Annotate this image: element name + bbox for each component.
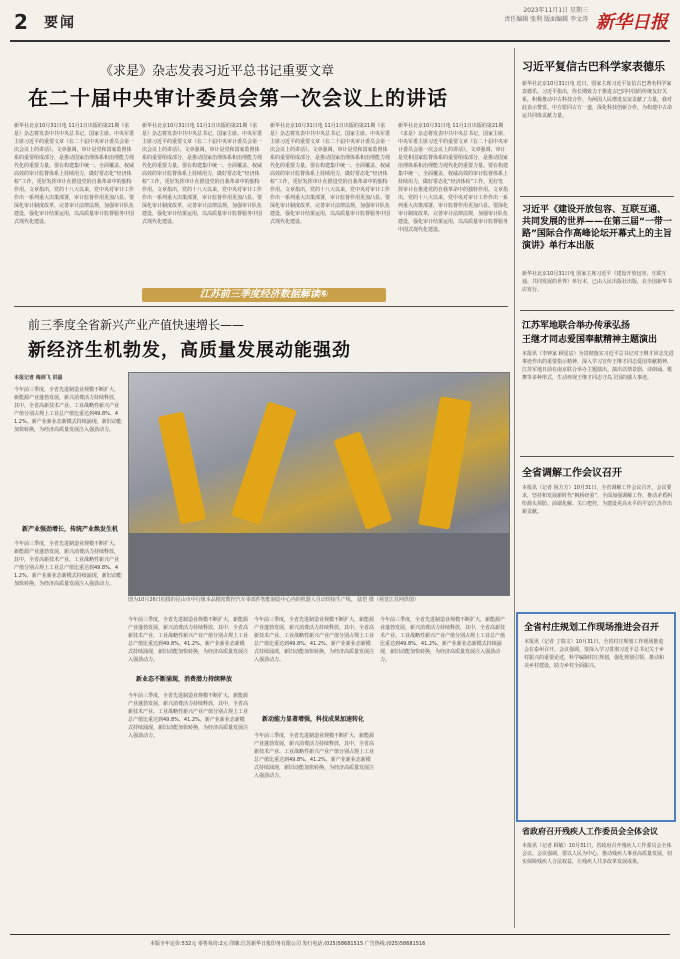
factory-robots-photo — [128, 372, 510, 596]
right-third-body: 本报讯（李钟家 顾星辰）为贯彻落实习近平总书记对王继才同志先进事迹作出的重要指示精神，深入学习宣传王继才同志爱国奉献精神，江苏军地日前在南京联合举办主题演出。演出以情景剧、诗朗诵、歌舞等多种形式，生动再现王继才同志守岛卫国的感人事迹。 — [522, 351, 674, 381]
main-body-col3: 新华社北京10月31日电 11月1日出版的第21期《求是》杂志将发表中共中央总书记、国家主席、中央军委主席习近平的重要文章《在二十届中央审计委员会第一次会议上的讲话》。文章强调，审计是党和国家监督体系的重要组成部分，是推动国家治理体系和治理能力现代化的重要力量。要在构建集中统一、全面覆盖、权威高效的审计监督体系上持续用力，做好常态化“经济体检”工作，更好发挥审计在推进党的自我革命中的独特作用。文章指出，党的十八大以来，党中央对审计工作作出一系列重大决策部署，审计监督作用更加凸显。要深化审计制度改革，完善审计法律法规，加强审计队伍建设，强化审计结果运用，以高质量审计监督服务中国式现代化建设。 — [270, 123, 391, 225]
highlighted-story-box — [516, 612, 676, 822]
feature-body-2: 今年前三季度，全省先进制造业规模不断扩大，新能源产业蓬勃发展，新兴消费活力持续释放，其中，全省高新技术产业、工业战略性新兴产业产值分别占规上工业总产值比重达到49.8%、41.2%。新产业新业态新模式持续涌现，新旧动能加快转换，为经济高质量发展注入强劲动力。 — [14, 541, 122, 587]
editor-credits: 责任编辑 张利 版面编辑 李文涛 — [504, 16, 588, 23]
header-rule — [10, 40, 670, 42]
feature-kicker: 前三季度全省新兴产业产值快速增长—— — [28, 318, 245, 332]
feature-subhead-2: 新业态不断涌现，消费潜力持续释放 — [136, 676, 233, 683]
robot-arm-1 — [158, 411, 206, 524]
main-headline: 在二十届中央审计委员会第一次会议上的讲话 — [28, 86, 448, 110]
newspaper-logo: 新华日报 — [596, 12, 668, 33]
feature-col4: 今年前三季度，全省先进制造业规模不断扩大，新能源产业蓬勃发展，新兴消费活力持续释放，其中，全省高新技术产业、工业战略性新兴产业产值分别占规上工业总产值比重达到49.8%、41.2%。新产业新业态新模式持续涌现，新旧动能加快转换，为经济高质量发展注入强劲动力。 — [380, 617, 506, 663]
feature-byline: 本报记者 梅剑飞 洪磊 — [14, 375, 63, 381]
right-rule-2 — [520, 310, 674, 311]
main-body-col2: 新华社北京10月31日电 11月1日出版的第21期《求是》杂志将发表中共中央总书记、国家主席、中央军委主席习近平的重要文章《在二十届中央审计委员会第一次会议上的讲话》。文章强调，审计是党和国家监督体系的重要组成部分，是推动国家治理体系和治理能力现代化的重要力量。要在构建集中统一、全面覆盖、权威高效的审计监督体系上持续用力，做好常态化“经济体检”工作，更好发挥审计在推进党的自我革命中的独特作用。文章指出，党的十八大以来，党中央对审计工作作出一系列重大决策部署，审计监督作用更加凸显。要深化审计制度改革，完善审计法律法规，加强审计队伍建设，强化审计结果运用，以高质量审计监督服务中国式现代化建设。 — [142, 123, 263, 225]
feature-subhead-1: 新产业强劲增长，传统产业焕发生机 — [22, 526, 119, 533]
photo-caption: 图为10月26日拍摄的昆山市中行镇本品精密数控汽车零部件智能制造中心内的机器人自动焊接生产线。 陆恺 摄（视觉江苏网供图） — [128, 597, 419, 603]
page-number: 2 — [14, 10, 28, 34]
footer-rule — [10, 934, 670, 935]
robot-arm-2 — [231, 401, 297, 524]
main-body: 新华社北京10月31日电 11月1日出版的第21期《求是》杂志将发表中共中央总书记、国家主席、中央军委主席习近平的重要文章《在二十届中央审计委员会第一次会议上的讲话》。文章强调，审计是党和国家监督体系的重要组成部分，是推动国家治理体系和治理能力现代化的重要力量。要在构建集中统一、全面覆盖、权威高效的审计监督体系上持续用力，做好常态化“经济体检”工作，更好发挥审计在推进党的自我革命中的独特作用。文章指出，党的十八大以来，党中央对审计工作作出一系列重大决策部署，审计监督作用更加凸显。要深化审计制度改革，完善审计法律法规，加强审计队伍建设，强化审计结果运用，以高质量审计监督服务中国式现代化建设。 — [14, 123, 135, 225]
right-second-headline: 习近平《建设开放包容、互联互通、共同发展的世界——在第三届“一带一路”国际合作高峰论坛开幕式上的主旨演讲》单行本出版 — [522, 205, 672, 251]
main-body-col4: 新华社北京10月31日电 11月1日出版的第21期《求是》杂志将发表中共中央总书记、国家主席、中央军委主席习近平的重要文章《在二十届中央审计委员会第一次会议上的讲话》。文章强调，审计是党和国家监督体系的重要组成部分，是推动国家治理体系和治理能力现代化的重要力量。要在构建集中统一、全面覆盖、权威高效的审计监督体系上持续用力，做好常态化“经济体检”工作，更好发挥审计在推进党的自我革命中的独特作用。文章指出，党的十八大以来，党中央对审计工作作出一系列重大决策部署，审计监督作用更加凸显。要深化审计制度改革，完善审计法律法规，加强审计队伍建设，强化审计结果运用，以高质量审计监督服务中国式现代化建设。 — [398, 123, 508, 233]
right-rule-1 — [520, 196, 674, 197]
right-top-body: 新华社北京10月31日电 近日，国家主席习近平复信古巴著名科学家表德乐。习近平指出，你长期致力于推进古巴同中国的传统友好关系，积极推动中古科技合作，为两国人民增进友谊贡献了力量，我对此表示赞赏。中方愿同古方一道，深化科技创新合作，为构建中古命运共同体贡献力量。 — [522, 81, 673, 119]
robot-arm-4 — [418, 396, 472, 530]
column-divider — [514, 48, 515, 928]
footer-info: 本版全年定价:532元 零售每份:2元 印刷:江苏新华日报印务有限公司 发行电话:(025)58681515 广告热线:(025)58681516 — [150, 941, 426, 947]
right-top-headline: 习近平复信古巴科学家表德乐 — [522, 60, 665, 73]
header-meta — [440, 6, 588, 24]
right-fourth-headline: 全省调解工作会议召开 — [522, 468, 622, 479]
right-second-body: 新华社北京10月31日电 国家主席习近平《建设开放包容、互联互通、共同发展的世界》单行本，已由人民出版社出版，在全国新华书店发行。 — [522, 271, 673, 293]
village-body: 本报讯（记者 丁瑞文）10月31日，全省村庄规划工作现场推进会在泰州召开。会议强调，要深入学习贯彻习近平总书记关于乡村振兴的重要论述，科学编制村庄规划，强化规划引领，推动和美乡村建设，助力乡村全面振兴。 — [524, 639, 665, 669]
photo-floor — [129, 533, 509, 595]
robot-arm-3 — [334, 431, 393, 530]
right-third-headline-2: 王继才同志爱国奉献精神主题演出 — [522, 335, 658, 345]
main-kicker: 《求是》杂志发表习近平总书记重要文章 — [100, 64, 335, 79]
feature-col3: 今年前三季度，全省先进制造业规模不断扩大，新能源产业蓬勃发展，新兴消费活力持续释放，其中，全省高新技术产业、工业战略性新兴产业产值分别占规上工业总产值比重达到49.8%、41.2%。新产业新业态新模式持续涌现，新旧动能加快转换，为经济高质量发展注入强劲动力。 — [254, 617, 374, 663]
series-banner: 江苏前三季度经济数据解读⑥ — [142, 288, 386, 302]
disabled-committee-body: 本报讯（记者 顾敏）10月31日，省政府召开残疾人工作委员会全体会议。会议强调，要以人民为中心，推动残疾人事业高质量发展，切实保障残疾人合法权益，让残疾人共享改革发展成果。 — [522, 843, 673, 865]
right-fourth-body: 本报讯（记者 倪方方）10月31日，全省调解工作会议召开。会议要求，坚持和发展新时代“枫桥经验”，全面加强调解工作，推动矛盾纠纷源头预防、前端化解、关口把控，为建设更高水平的平安江苏作出新贡献。 — [522, 485, 673, 515]
feature-col2: 今年前三季度，全省先进制造业规模不断扩大，新能源产业蓬勃发展，新兴消费活力持续释放，其中，全省高新技术产业、工业战略性新兴产业产值分别占规上工业总产值比重达到49.8%、41.2%。新产业新业态新模式持续涌现，新旧动能加快转换，为经济高质量发展注入强劲动力。 — [128, 617, 248, 663]
masthead — [0, 0, 680, 44]
village-headline: 全省村庄规划工作现场推进会召开 — [524, 623, 660, 633]
feature-col2b: 今年前三季度，全省先进制造业规模不断扩大，新能源产业蓬勃发展，新兴消费活力持续释放，其中，全省高新技术产业、工业战略性新兴产业产值分别占规上工业总产值比重达到49.8%、41.2%。新产业新业态新模式持续涌现，新旧动能加快转换，为经济高质量发展注入强劲动力。 — [128, 693, 248, 739]
feature-body: 今年前三季度，全省先进制造业规模不断扩大，新能源产业蓬勃发展，新兴消费活力持续释放，其中，全省高新技术产业、工业战略性新兴产业产值分别占规上工业总产值比重达到49.8%、41.2%。新产业新业态新模式持续涌现，新旧动能加快转换，为经济高质量发展注入强劲动力。 — [14, 387, 122, 433]
feature-subhead-3: 新动能力显著增强，科技成果加速转化 — [262, 716, 365, 723]
feature-headline: 新经济生机勃发，高质量发展动能强劲 — [28, 340, 351, 361]
right-third-headline-1: 江苏军地联合举办传承弘扬 — [522, 321, 631, 331]
right-rule-3 — [520, 456, 674, 457]
feature-col3b: 今年前三季度，全省先进制造业规模不断扩大，新能源产业蓬勃发展，新兴消费活力持续释放，其中，全省高新技术产业、工业战略性新兴产业产值分别占规上工业总产值比重达到49.8%、41.2%。新产业新业态新模式持续涌现，新旧动能加快转换，为经济高质量发展注入强劲动力。 — [254, 733, 374, 779]
issue-date: 2023年11月1日 星期三 — [523, 7, 588, 14]
banner-rule — [14, 306, 508, 307]
section-name: 要闻 — [44, 15, 76, 31]
disabled-committee-headline: 省政府召开残疾人工作委员会全体会议 — [522, 827, 658, 836]
